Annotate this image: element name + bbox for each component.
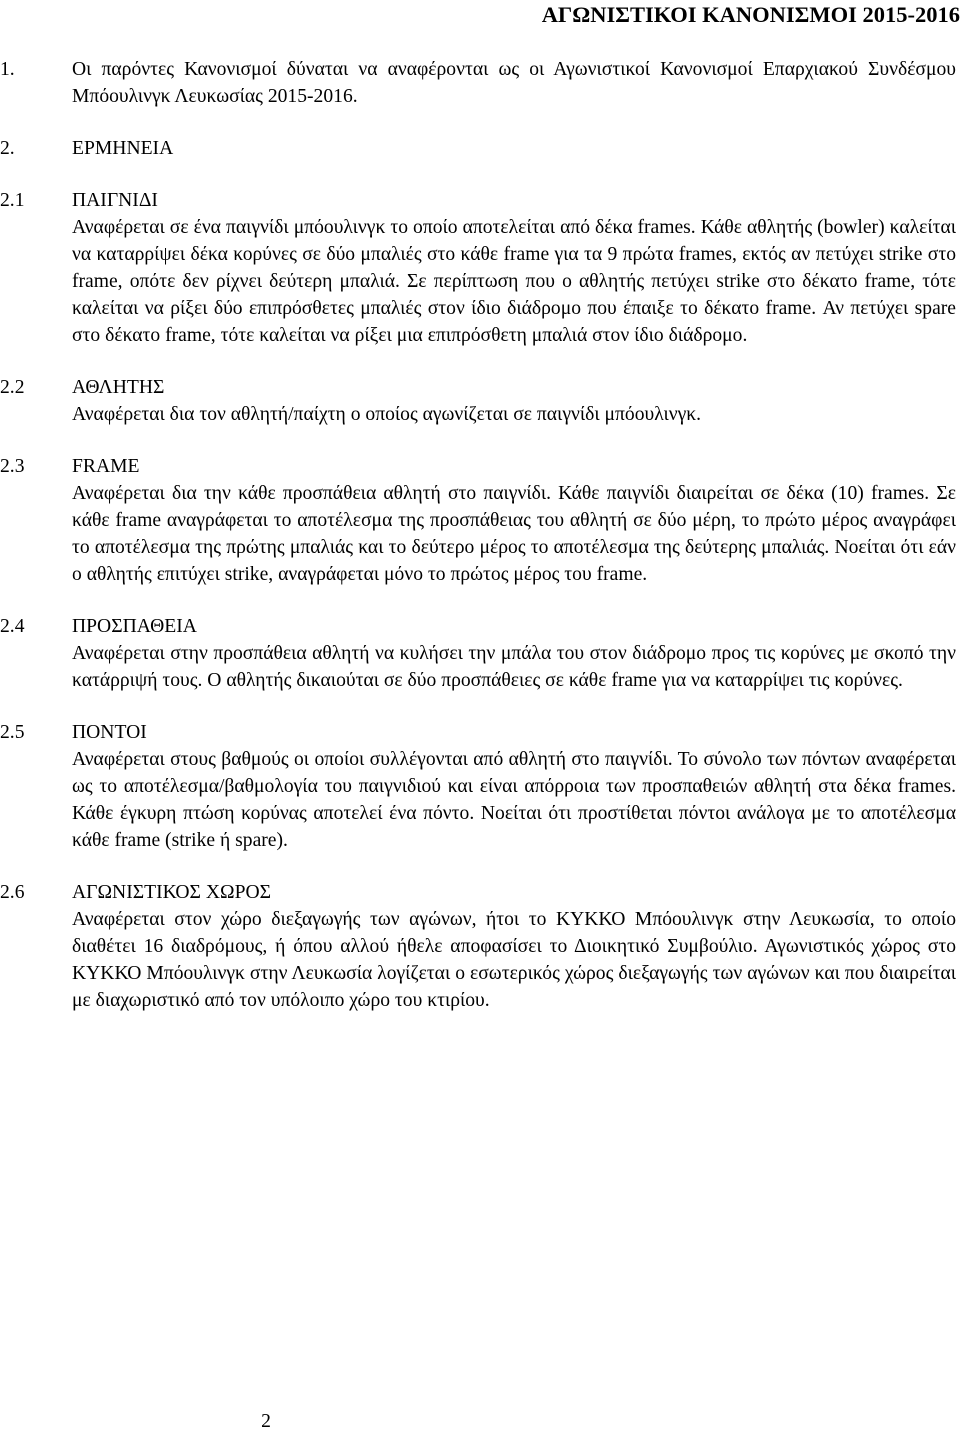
clause-number: 1. [0, 59, 15, 80]
section-2-2 [0, 374, 956, 428]
section-title: ΠΟΝΤΟΙ [72, 722, 147, 743]
section-2-3 [0, 453, 956, 588]
section-number: 2.5 [0, 722, 25, 743]
section-number: 2.3 [0, 456, 25, 477]
clause-number: 2. [0, 138, 15, 159]
document-body [0, 56, 956, 1014]
clause-title: ΕΡΜΗΝΕΙΑ [72, 138, 174, 159]
section-text: Αναφέρεται στην προσπάθεια αθλητή να κυλήσει την μπάλα του στον διάδρομο προς τις κορύνες με σκοπό την κατάρριψή τους. Ο αθλητής δικαιούται σε δύο προσπάθειες σε κάθε frame για να καταρρίψει τις κορύνες. [72, 643, 956, 691]
section-2-6 [0, 879, 956, 1014]
section-title: ΠΡΟΣΠΑΘΕΙΑ [72, 616, 197, 637]
section-number: 2.2 [0, 377, 25, 398]
clause-text: Οι παρόντες Κανονισμοί δύναται να αναφέρονται ως οι Αγωνιστικοί Κανονισμοί Επαρχιακού Συνδέσμου Μπόουλινγκ Λευκωσίας 2015-2016. [72, 59, 956, 107]
page-number: 2 [261, 1411, 271, 1432]
document-header: ΑΓΩΝΙΣΤΙΚΟΙ ΚΑΝΟΝΙΣΜΟΙ 2015-2016 [541, 2, 960, 27]
section-text: Αναφέρεται δια την κάθε προσπάθεια αθλητή στο παιγνίδι. Κάθε παιγνίδι διαιρείται σε δέκα (10) frames. Σε κάθε frame αναγράφεται το αποτέλεσμα της προσπάθειας του αθλητή σε δύο μέρη, το πρώτο μέρος αναγράφει το αποτέλεσμα της πρώτης μπαλιάς και το δεύτερο μέρος το αποτέλεσμα της δεύτερης μπαλιάς. Νοείται ότι εάν ο αθλητής επιτύχει strike, αναγράφεται μόνο το πρώτος μέρος του frame. [72, 483, 956, 585]
section-title: ΑΘΛΗΤΗΣ [72, 377, 165, 398]
clause-1 [0, 56, 956, 110]
section-2-5 [0, 719, 956, 854]
page-number-footer [0, 1411, 956, 1433]
section-2-1 [0, 187, 956, 349]
section-title: ΑΓΩΝΙΣΤΙΚΟΣ ΧΩΡΟΣ [72, 882, 272, 903]
section-text: Αναφέρεται δια τον αθλητή/παίχτη ο οποίος αγωνίζεται σε παιγνίδι μπόουλινγκ. [72, 404, 702, 425]
section-number: 2.1 [0, 190, 25, 211]
section-2-4 [0, 613, 956, 694]
clause-2 [0, 135, 956, 162]
section-text: Αναφέρεται στους βαθμούς οι οποίοι συλλέγονται από αθλητή στο παιγνίδι. Το σύνολο των πόντων αναφέρεται ως το αποτέλεσμα/βαθμολογία του παιγνιδιού και είναι απόρροια των προσπαθειών αθλητή στα δέκα frames. Κάθε έγκυρη πτώση κορύνας αποτελεί ένα πόντο. Νοείται ότι προστίθεται πόντοι ανάλογα με το αποτέλεσμα κάθε frame (strike ή spare). [72, 749, 956, 851]
section-text: Αναφέρεται στον χώρο διεξαγωγής των αγώνων, ήτοι το ΚΥΚΚΟ Μπόουλινγκ στην Λευκωσία, το οποίο διαθέτει 16 διαδρόμους, ή όπου αλλού ήθελε αποφασίσει το Διοικητικό Συμβούλιο. Αγωνιστικός χώρος στο ΚΥΚΚΟ Μπόουλινγκ στην Λευκωσία λογίζεται ο εσωτερικός χώρος διεξαγωγής των αγώνων και που διαιρείται με διαχωριστικό από τον υπόλοιπο χώρο του κτιρίου. [72, 909, 956, 1011]
section-number: 2.4 [0, 616, 25, 637]
section-text: Αναφέρεται σε ένα παιγνίδι μπόουλινγκ το οποίο αποτελείται από δέκα frames. Κάθε αθλητής (bowler) καλείται να καταρρίψει δέκα κορύνες σε δύο μπαλιές στο κάθε frame για τα 9 πρώτα frames, εκτός αν πετύχει strike στο frame, οπότε δεν ρίχνει δεύτερη μπαλιά. Σε περίπτωση που ο αθλητής πετύχει strike στο δέκατο frame, τότε καλείται να ρίξει δύο επιπρόσθετες μπαλιές στον ίδιο διάδρομο που έπαιξε το δέκατο frame. Αν πετύχει spare στο δέκατο frame, τότε καλείται να ρίξει μια επιπρόσθετη μπαλιά στον ίδιο διάδρομο. [72, 217, 956, 346]
section-title: FRAME [72, 456, 140, 477]
section-number: 2.6 [0, 882, 25, 903]
section-title: ΠΑΙΓΝΙΔΙ [72, 190, 158, 211]
